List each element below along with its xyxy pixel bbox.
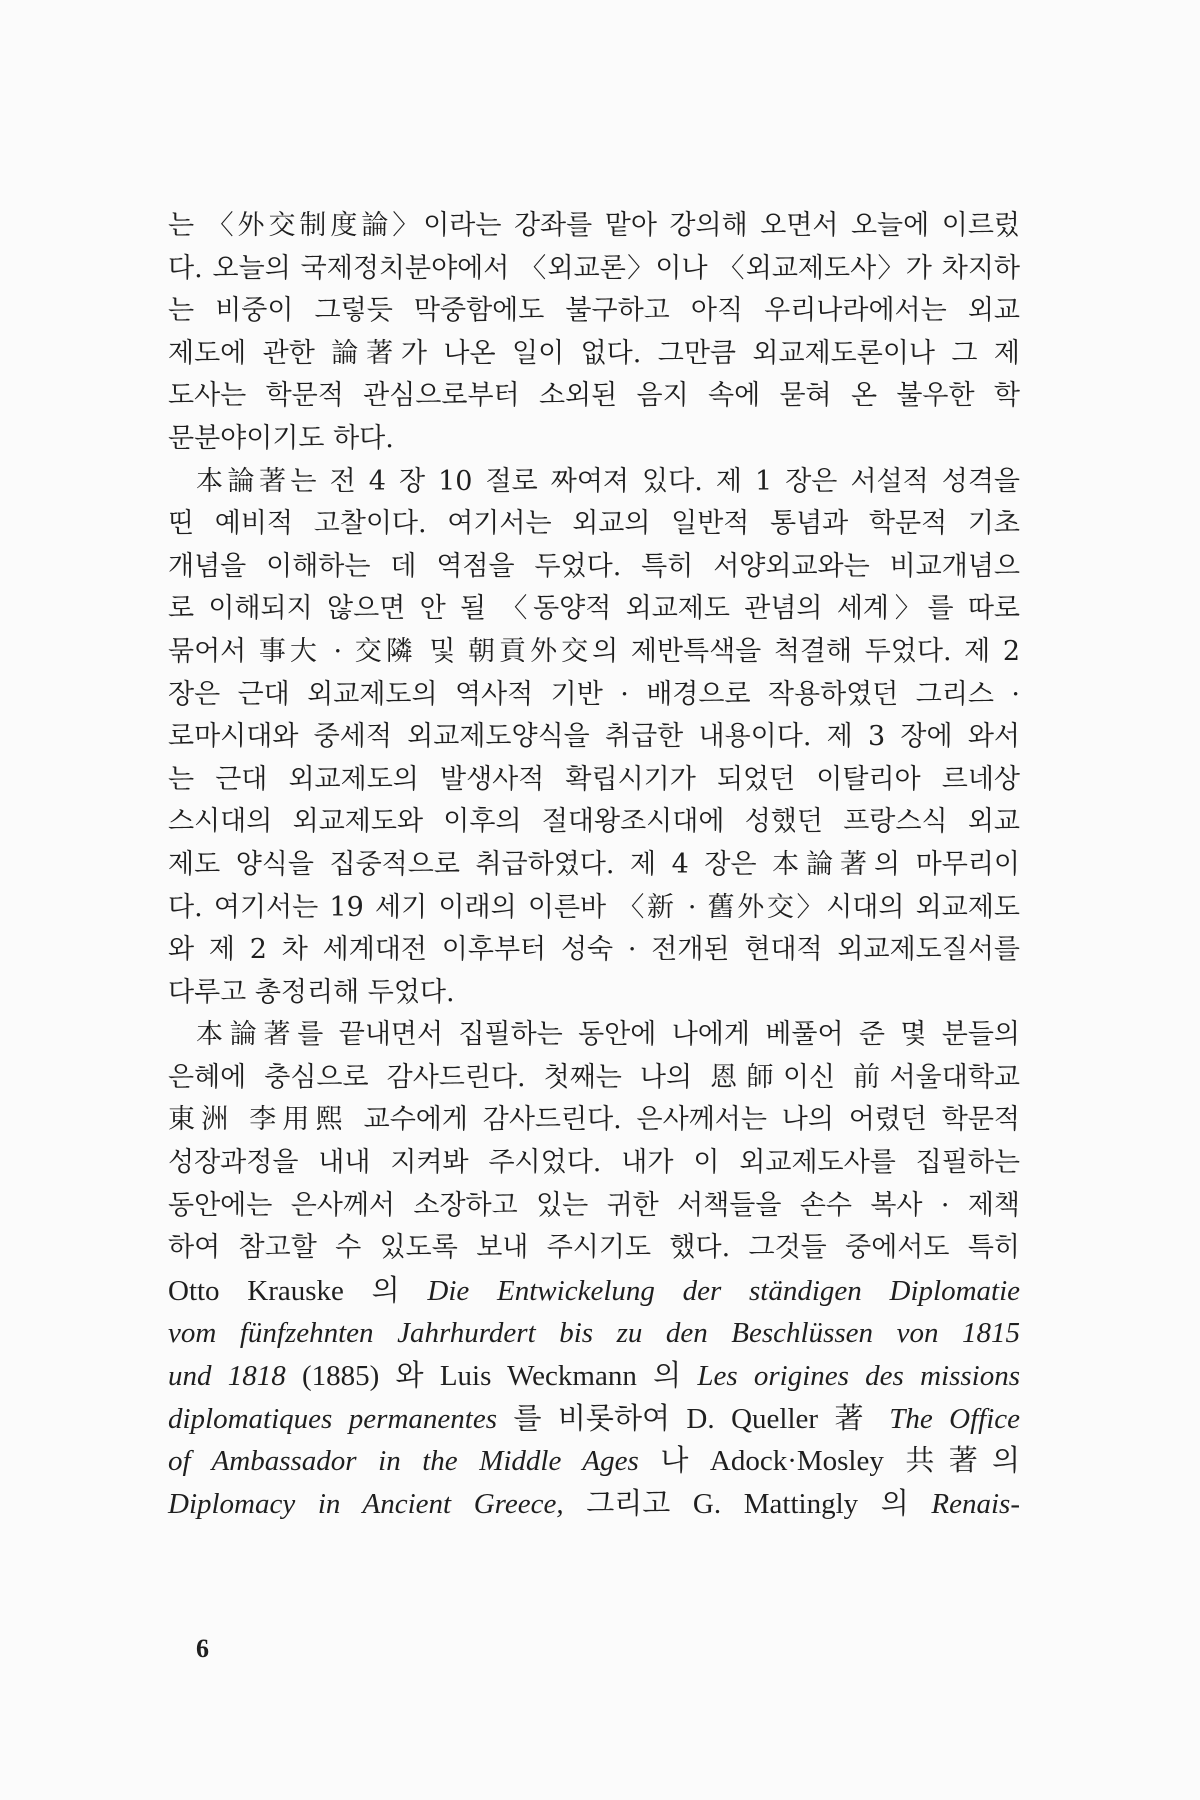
book-title: Die Entwickelung der ständigen Diplomatie xyxy=(427,1274,1020,1307)
book-title: diplomatiques permanentes xyxy=(168,1402,497,1435)
book-title: The Office xyxy=(889,1402,1021,1435)
text-line: 은혜에 충심으로 감사드린다. 첫째는 나의 恩師이신 前서울대학교 xyxy=(168,1061,1020,1093)
text-line: 장은 근대 외교제도의 역사적 기반 · 배경으로 작용하였던 그리스 · xyxy=(168,678,1020,710)
citation-text: 그리고 G. Mattingly 의 xyxy=(563,1487,932,1520)
text-line: 와 제 2 차 세계대전 이후부터 성숙 · 전개된 현대적 외교제도질서를 xyxy=(168,934,1020,966)
text-line xyxy=(168,1270,1020,1313)
text-line: 띤 예비적 고찰이다. 여기서는 외교의 일반적 통념과 학문적 기초 xyxy=(168,508,1020,540)
citation-text: Otto Krauske 의 xyxy=(168,1274,428,1307)
text-line: 동안에는 은사께서 소장하고 있는 귀한 서책들을 손수 복사 · 제책 xyxy=(168,1189,1020,1221)
text-line xyxy=(168,1483,1020,1526)
text-line: 는 〈外交制度論〉이라는 강좌를 맡아 강의해 오면서 오늘에 이르렀 xyxy=(168,210,1020,241)
citation-text: (1885) 와 Luis Weckmann 의 xyxy=(285,1360,698,1393)
text-line: 는 비중이 그렇듯 막중함에도 불구하고 아직 우리나라에서는 외교 xyxy=(168,295,1020,327)
text-line: 묶어서 事大 · 交隣 및 朝貢外交의 제반특색을 척결해 두었다. 제 2 xyxy=(168,635,1020,667)
text-line xyxy=(168,1355,1020,1398)
book-title: Les origines des missions xyxy=(697,1360,1020,1393)
text-line xyxy=(168,1398,1020,1441)
book-title: Diplomacy in Ancient Greece, xyxy=(168,1487,564,1520)
text-line xyxy=(168,1440,1020,1483)
text-line: 다루고 총정리해 두었다. xyxy=(168,976,455,1008)
book-title: vom fünfzehnten Jahrhurdert bis zu den Beschlüssen von 1815 xyxy=(168,1317,1020,1350)
book-title: Renais- xyxy=(931,1487,1020,1520)
text-line: 로 이해되지 않으면 안 될 〈동양적 외교제도 관념의 세계〉를 따로 xyxy=(168,593,1020,625)
text-line: 東洲 李用熙 교수에게 감사드린다. 은사께서는 나의 어렸던 학문적 xyxy=(168,1104,1020,1136)
text-line: 다. 여기서는 19 세기 이래의 이른바 〈新 · 舊外交〉시대의 외교제도 xyxy=(168,891,1020,923)
book-title: of Ambassador in the Middle Ages xyxy=(168,1445,639,1478)
text-line: 개념을 이해하는 데 역점을 두었다. 특히 서양외교와는 비교개념으 xyxy=(168,550,1020,582)
text-line: 제도 양식을 집중적으로 취급하였다. 제 4 장은 本論著의 마무리이 xyxy=(168,848,1020,880)
text-line: 本論著는 전 4 장 10 절로 짜여져 있다. 제 1 장은 서설적 성격을 xyxy=(196,465,1020,497)
text-line xyxy=(168,1312,1020,1355)
text-line: 는 근대 외교제도의 발생사적 확립시기가 되었던 이탈리아 르네상 xyxy=(168,763,1020,795)
page-number: 6 xyxy=(196,1634,209,1663)
citation-text: 를 비롯하여 D. Queller 著 xyxy=(496,1402,890,1435)
book-title: und 1818 xyxy=(168,1360,286,1393)
text-line: 本論著를 끝내면서 집필하는 동안에 나에게 베풀어 준 몇 분들의 xyxy=(196,1019,1020,1051)
text-line: 도사는 학문적 관심으로부터 소외된 음지 속에 묻혀 온 불우한 학 xyxy=(168,380,1020,412)
text-line: 다. 오늘의 국제정치분야에서 〈외교론〉이나 〈외교제도사〉가 차지하 xyxy=(168,252,1020,284)
text-line: 로마시대와 중세적 외교제도양식을 취급한 내용이다. 제 3 장에 와서 xyxy=(168,721,1020,753)
text-line: 스시대의 외교제도와 이후의 절대왕조시대에 성했던 프랑스식 외교 xyxy=(168,806,1020,838)
text-line: 성장과정을 내내 지켜봐 주시었다. 내가 이 외교제도사를 집필하는 xyxy=(168,1147,1020,1179)
citation-text: 나 Adock·Mosley 共著의 xyxy=(638,1445,1020,1478)
text-line: 하여 참고할 수 있도록 보내 주시기도 했다. 그것들 중에서도 특히 xyxy=(168,1232,1020,1264)
text-line: 문분야이기도 하다. xyxy=(168,422,394,454)
text-line: 제도에 관한 論著가 나온 일이 없다. 그만큼 외교제도론이나 그 제 xyxy=(168,337,1020,369)
body-text xyxy=(168,205,1020,1525)
